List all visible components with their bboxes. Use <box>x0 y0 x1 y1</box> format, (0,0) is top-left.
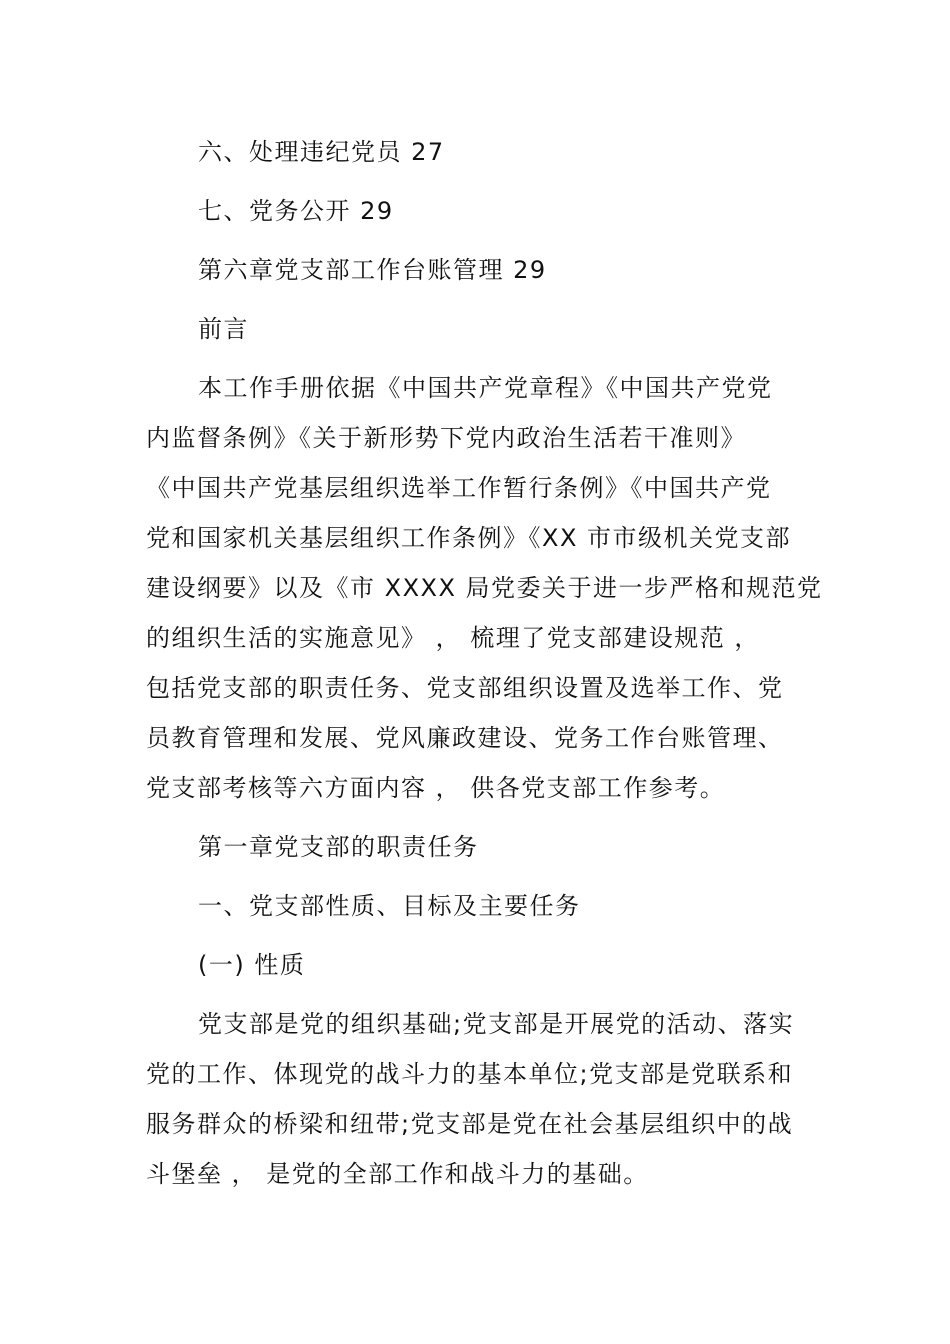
preface-line: 包括党支部的职责任务、党支部组织设置及选举工作、党 <box>146 674 784 702</box>
preface-line: 本工作手册依据《中国共产党章程》《中国共产党党 <box>198 374 773 402</box>
toc-entry-party-affairs-disclosure: 七、党务公开 29 <box>198 197 394 225</box>
preface-line: 《中国共产党基层组织选举工作暂行条例》《中国共产党 <box>146 474 772 502</box>
subsection-nature-title: (一) 性质 <box>198 951 306 979</box>
preface-line: 建设纲要》以及《市 XXXX 局党委关于进一步严格和规范党 <box>146 574 823 602</box>
nature-paragraph-line: 斗堡垒 ， 是党的全部工作和战斗力的基础。 <box>146 1160 649 1188</box>
preface-line: 的组织生活的实施意见》 ， 梳理了党支部建设规范 ， <box>146 624 760 652</box>
preface-heading: 前言 <box>198 315 249 343</box>
nature-paragraph-line: 党的工作、体现党的战斗力的基本单位;党支部是党联系和 <box>146 1060 794 1088</box>
preface-line: 党和国家机关基层组织工作条例》《XX 市市级机关党支部 <box>146 524 792 552</box>
toc-entry-punishing-violators: 六、处理违纪党员 27 <box>198 138 445 166</box>
nature-paragraph-line: 党支部是党的组织基础;党支部是开展党的活动、落实 <box>198 1010 795 1038</box>
preface-line: 员教育管理和发展、党风廉政建设、党务工作台账管理、 <box>146 724 784 752</box>
nature-paragraph-line: 服务群众的桥梁和纽带;党支部是党在社会基层组织中的战 <box>146 1110 794 1138</box>
section-one-title: 一、党支部性质、目标及主要任务 <box>198 892 581 920</box>
toc-entry-chapter-six: 第六章党支部工作台账管理 29 <box>198 256 547 284</box>
chapter-one-title: 第一章党支部的职责任务 <box>198 833 479 861</box>
preface-line: 内监督条例》《关于新形势下党内政治生活若干准则》 <box>146 424 746 452</box>
preface-line: 党支部考核等六方面内容 ， 供各党支部工作参考。 <box>146 774 726 802</box>
